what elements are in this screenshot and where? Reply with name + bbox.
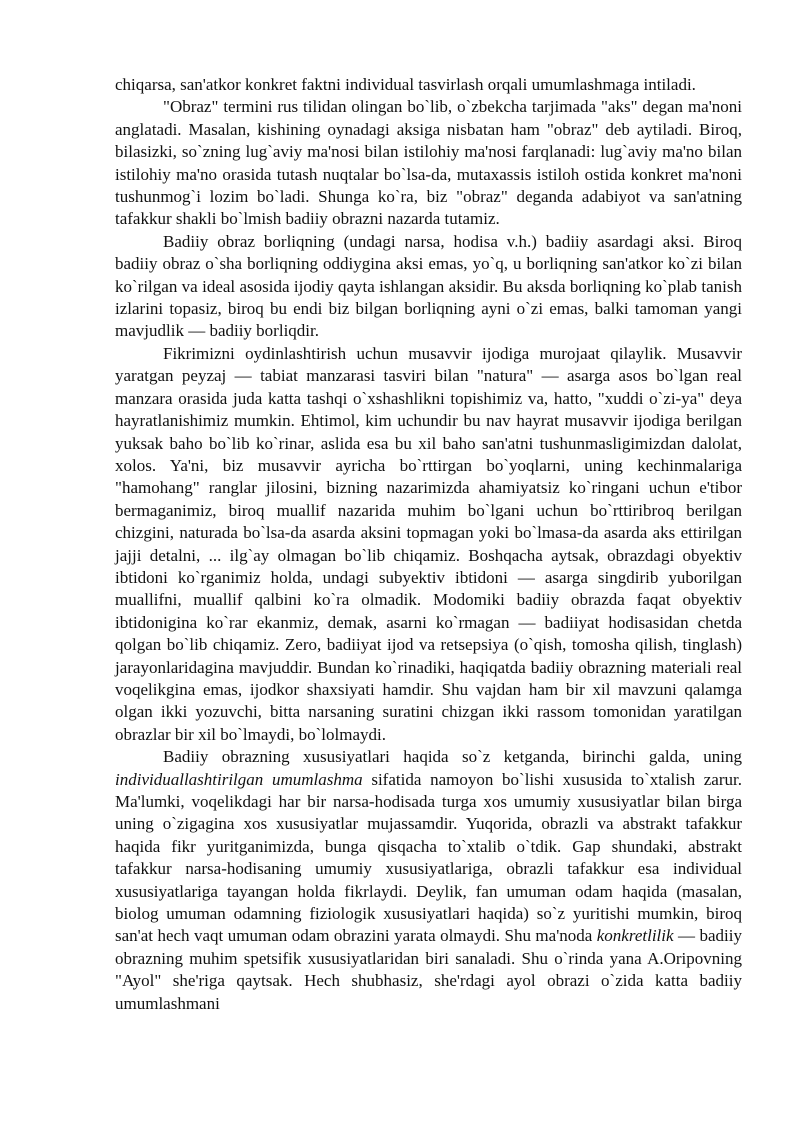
document-page: [115, 74, 742, 1015]
emphasis-term: konkretlilik: [596, 926, 674, 946]
paragraph-text: chiqarsa, san'atkor konkret faktni individual tasvirlash orqali umumlashmaga intiladi.: [115, 75, 696, 94]
paragraph-text: sifatida namoyon bo`lishi xususida to`xtalish zarur. Ma'lumki, voqelikdagi har bir narsa-hodisada turga xos umumiy xususiyatlar bilan birga uning o`zigagina xos xususiyatlar mujassamdir. Yuqorida, obrazli va abstrakt tafakkur haqida fikr yuritganimizda, bunga qisqacha to`xtalib o`tdik. Gap shundaki, abstrakt tafakkur narsa-hodisaning umumiy xususiyatlariga, obrazli tafakkur esa individual xususiyatlariga tayangan holda fikrlaydi. Deylik, fan umuman odam haqida (masalan, biolog umuman odamning fiziologik xususiyatlari haqida) so`z yuritishi mumkin, biroq san'at hech vaqt umuman odam obrazini yarata olmaydi. Shu ma'noda: [115, 769, 742, 946]
paragraph-text: — badiiy obrazning muhim spetsifik xususiyatlaridan biri sanaladi. Shu o`rinda yana A.Oripovning "Ayol" she'riga qaytsak. Hech shubhasiz, she'rdagi ayol obrazi o`zida katta badiiy umumlashmani: [115, 926, 742, 1013]
paragraph-obraz-term: [115, 96, 742, 230]
paragraph-text: Badiiy obraz borliqning (undagi narsa, hodisa v.h.) badiiy asardagi aksi. Biroq badiiy obraz o`sha borliqning oddiygina aksi emas, yo`q, u borliqning san'atkor ko`zi bilan ko`rilgan va ideal asosida ijodiy qayta ishlangan aksidir. Bu aksda borliqning ko`plab tanish izlarini topasiz, biroq bu endi biz bilgan borliqning ayni o`zi emas, balki tamoman yangi mavjudlik — badiiy borliqdir.: [115, 231, 742, 341]
paragraph-text: Fikrimizni oydinlashtirish uchun musavvir ijodiga murojaat qilaylik. Musavvir yaratgan peyzaj — tabiat manzarasi tasviri bilan "natura" — asarga asos bo`lgan real manzara orasida juda katta tashqi o`xshashlikni topishimiz va, hatto, "xuddi o`zi-ya" deya hayratlanishimiz mumkin. Ehtimol, kim uchundir bu nav hayrat musavvir ijodiga berilgan yuksak baho bo`lib ko`rinar, aslida esa bu xil baho san'atni tushunmasligimizdan dalolat, xolos. Ya'ni, biz musavvir ayricha bo`rttirgan bo`yoqlarni, uning kechinmalariga "hamohang" ranglar jilosini, bizning nazarimizda ahamiyatsiz ko`ringani uchun e'tibor bermaganimiz, biroq muallif nazarida muhim bo`lgani uchun bo`rttiribroq berilgan chizgini, naturada bo`lsa-da asarda aksini topmagan yoki bo`lmasa-da asarda aks ettirilgan jajji detalni, ... ilg`ay olmagan bo`lib chiqamiz. Boshqacha aytsak, obrazdagi obyektiv ibtidoni ko`rganimiz holda, undagi subyektiv ibtidoni — asarga singdirib yuborilgan muallifni, muallif qalbini ko`ra olmadik. Modomiki badiiy obrazda faqat obyektiv ibtidonigina ko`rar ekanmiz, demak, asarni ko`rmagan — badiiyat hodisasidan chetda qolgan bo`lib chiqamiz. Zero, badiiyat ijod va retsepsiya (o`qish, tomosha qilish, tinglash) jarayonlaridagina mavjuddir. Bundan ko`rinadiki, haqiqatda badiiy obrazning materiali real voqelikgina emas, ijodkor shaxsiyati hamdir. Shu vajdan ham bir xil mavzuni qalamga olgan ikki yozuvchi, bitta narsaning suratini chizgan ikki rassom tomonidan yaratilgan obrazlar bir xil bo`lmaydi, bo`lolmaydi.: [115, 343, 742, 744]
paragraph-xususiyatlar: [115, 746, 742, 1015]
paragraph-musavvir: [115, 343, 742, 746]
paragraph-badiiy-obraz: [115, 231, 742, 343]
paragraph-continuation: [115, 74, 742, 96]
emphasis-term: individuallashtirilgan umumlashma: [115, 769, 363, 789]
paragraph-text: "Obraz" termini rus tilidan olingan bo`lib, o`zbekcha tarjimada "aks" degan ma'noni anglatadi. Masalan, kishining oynadagi aksiga nisbatan ham "obraz" deb aytiladi. Biroq, bilasizki, so`zning lug`aviy ma'nosi bilan istilohiy ma'nosi farqlanadi: lug`aviy ma'no bilan istilohiy ma'no orasida tutash nuqtalar bo`lsa-da, mutaxassis istiloh ostida konkret ma'noni tushunmog`i lozim bo`ladi. Shunga ko`ra, biz "obraz" deganda adabiyot va san'atning tafakkur shakli bo`lmish badiiy obrazni nazarda tutamiz.: [115, 97, 742, 229]
paragraph-text: Badiiy obrazning xususiyatlari haqida so`z ketganda, birinchi galda, uning: [163, 747, 742, 767]
